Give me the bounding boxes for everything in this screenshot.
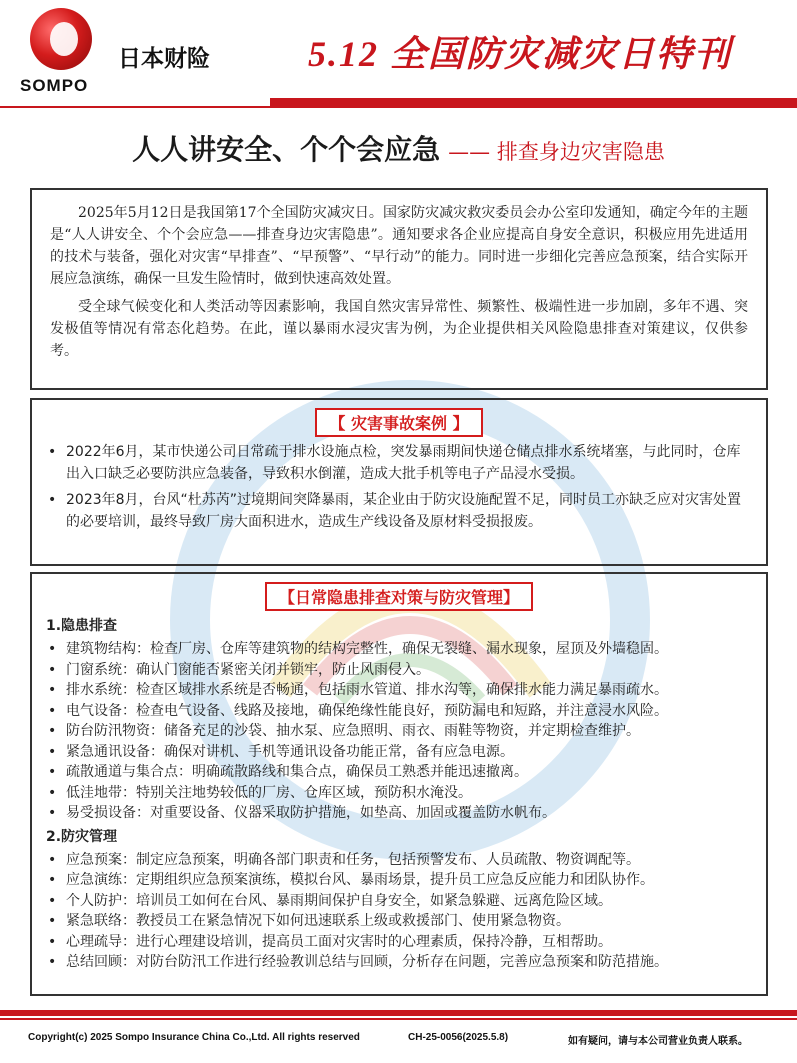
section-title: 1.隐患排查: [46, 618, 118, 634]
list-item: • 2023年8月，台风“杜苏芮”过境期间突降暴雨，某企业由于防灾设施配置不足，同时员工亦缺乏应对灾害处置的必要培训，最终导致厂房大面积进水，造成生产线设备及原材料受损报废。: [46, 489, 752, 533]
list-item: • 心理疏导：进行心理建设培训，提高员工面对灾害时的心理素质，保持冷静，互相帮助。: [46, 932, 752, 953]
list-item: • 防台防汛物资：储备充足的沙袋、抽水泵、应急照明、雨衣、雨鞋等物资，并定期检查维护。: [46, 721, 752, 742]
management-list: [46, 850, 752, 973]
section-title: 2.防灾管理: [46, 828, 118, 845]
document-code: CH-25-0056(2025.5.8): [408, 1032, 509, 1043]
list-item: • 紧急联络：教授员工在紧急情况下如何迅速联系上级或救援部门、使用紧急物资。: [46, 911, 752, 932]
special-issue-title: 5.12 全国防灾减灾日特刊: [308, 34, 733, 74]
contact-note: 如有疑问，请与本公司营业负责人联系。: [568, 1036, 748, 1047]
list-item: • 低洼地带：特别关注地势较低的厂房、仓库区域，预防积水淹没。: [46, 783, 752, 804]
footer-red-bar: [0, 1010, 797, 1016]
main-title: 人人讲安全、个个会应急: [132, 133, 441, 166]
list-item: • 总结回顾：对防台防汛工作进行经验教训总结与回顾，分析存在问题，完善应急预案和防范措施。: [46, 952, 752, 973]
list-item: • 个人防护：培训员工如何在台风、暴雨期间保护自身安全，如紧急躲避、远离危险区域。: [46, 891, 752, 912]
company-name: 日本财险: [118, 46, 210, 72]
list-item: • 电气设备：检查电气设备、线路及接地，确保绝缘性能良好，预防漏电和短路，并注意浸水风险。: [46, 701, 752, 722]
list-item: • 紧急通讯设备：确保对讲机、手机等通讯设备功能正常，备有应急电源。: [46, 742, 752, 763]
intro-box: [30, 188, 768, 390]
list-item: • 排水系统：检查区域排水系统是否畅通，包括雨水管道、排水沟等，确保排水能力满足暴雨疏水。: [46, 680, 752, 701]
list-item: • 2022年6月，某市快递公司日常疏于排水设施点检，突发暴雨期间快递仓储点排水系统堵塞，与此同时，仓库出入口缺乏必要防洪应急装备，导致积水倒灌，造成大批手机等电子产品浸水受损。: [46, 441, 752, 485]
header-red-bar: [270, 98, 797, 106]
subtitle: —— 排查身边灾害隐患: [448, 140, 665, 164]
list-item: • 疏散通道与集合点：明确疏散路线和集合点，确保员工熟悉并能迅速撤离。: [46, 762, 752, 783]
cases-heading: 【 灾害事故案例 】: [46, 408, 752, 437]
page-header: [0, 0, 797, 112]
inspection-list: [46, 639, 752, 824]
list-item: • 应急预案：制定应急预案，明确各部门职责和任务，包括预警发布、人员疏散、物资调配等。: [46, 850, 752, 871]
intro-paragraph: 2025年5月12日是我国第17个全国防灾减灾日。国家防灾减灾救灾委员会办公室印发通知，确定今年的主题是“人人讲安全、个个会应急——排查身边灾害隐患”。通知要求各企业应提高自身安全意识，积极应用先进适用的技术与装备，强化对灾害“早排查”、“早预警”、“早行动”的能力。同时进一步细化完善应急预案，结合实际开展应急演练，确保一旦发生险情时，做到快速高效处置。: [50, 205, 748, 287]
cases-box: [30, 398, 768, 566]
copyright-text: Copyright(c) 2025 Sompo Insurance China Co.,Ltd. All rights reserved: [28, 1032, 360, 1043]
measures-box: [30, 572, 768, 996]
list-item: • 应急演练：定期组织应急预案演练，模拟台风、暴雨场景，提升员工应急反应能力和团队协作。: [46, 870, 752, 891]
intro-paragraph: 受全球气候变化和人类活动等因素影响，我国自然灾害异常性、频繁性、极端性进一步加剧，多年不遇、突发极值等情况有常态化趋势。在此，谨以暴雨水浸灾害为例，为企业提供相关风险隐患排查对策建议，仅供参考。: [50, 299, 748, 359]
sompo-logo-icon: [30, 8, 92, 70]
footer-divider: [0, 1018, 797, 1020]
list-item: • 建筑物结构：检查厂房、仓库等建筑物的结构完整性，确保无裂缝、漏水现象，屋顶及外墙稳固。: [46, 639, 752, 660]
measures-heading: 【日常隐患排查对策与防灾管理】: [46, 582, 752, 611]
cases-list: [46, 441, 752, 533]
article-title: [0, 128, 797, 168]
list-item: • 门窗系统：确认门窗能否紧密关闭并锁牢，防止风雨侵入。: [46, 660, 752, 681]
list-item: • 易受损设备：对重要设备、仪器采取防护措施，如垫高、加固或覆盖防水帆布。: [46, 803, 752, 824]
logo-text: SOMPO: [20, 76, 89, 95]
header-divider: [0, 106, 797, 108]
